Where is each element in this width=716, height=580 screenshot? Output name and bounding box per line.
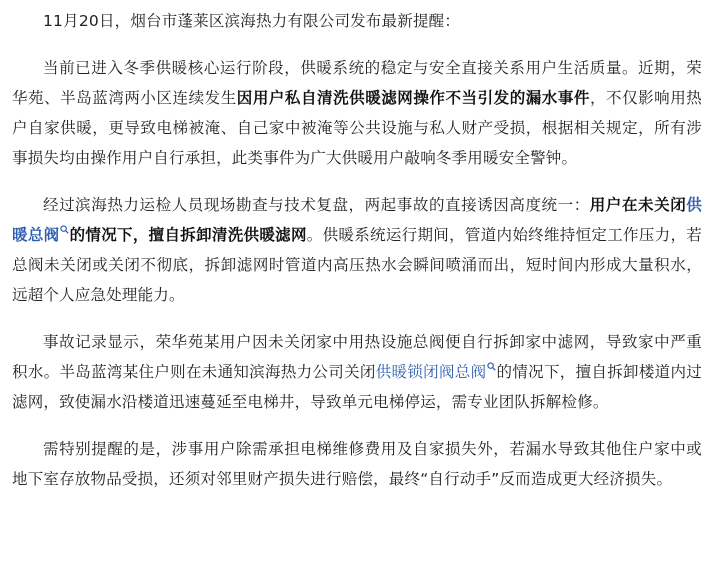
paragraph-text: 的情况下，擅自拆卸楼道内过滤网，致使漏水沿楼道迅速蔓延至电梯井，导致单元电梯停运，需专业团队拆解检修。 bbox=[12, 363, 702, 411]
emphasis-text-part: 的情况下，擅自拆卸清洗供暖滤网 bbox=[69, 226, 307, 244]
link-lock-valve[interactable] bbox=[376, 363, 497, 381]
paragraph-text: 。供暖系统运行期间，管道内始终维持恒定工作压力，若总阀未关闭或关闭不彻底，拆卸滤网时管道内高压热水会瞬间喷涌而出，短时间内形成大量积水，远超个人应急处理能力。 bbox=[12, 226, 702, 304]
cause-paragraph bbox=[12, 190, 702, 310]
link-label: 供暖总阀 bbox=[12, 196, 702, 244]
incident-record-paragraph bbox=[12, 327, 702, 417]
paragraph-text: ，不仅影响用热户自家供暖，更导致电梯被淹、自己家中被淹等公共设施与私人财产受损，根据相关规定，所有涉事损失均由操作用户自行承担，此类事件为广大供暖用户敲响冬季用暖安全警钟。 bbox=[12, 89, 702, 167]
date-intro-paragraph: 11月20日，烟台市蓬莱区滨海热力有限公司发布最新提醒： bbox=[43, 12, 461, 30]
link-label: 供暖锁闭阀总阀 bbox=[375, 363, 487, 381]
paragraph-text: 经过滨海热力运检人员现场勘查与技术复盘，两起事故的直接诱因高度统一： bbox=[43, 196, 590, 214]
emphasis-text: 因用户私自清洗供暖滤网操作不当引发的漏水事件 bbox=[236, 89, 590, 107]
background-paragraph bbox=[12, 53, 702, 173]
paragraph-text: 当前已进入冬季供暖核心运行阶段，供暖系统的稳定与安全直接关系用户生活质量。近期，荣华苑、半岛蓝湾两小区连续发生 bbox=[12, 59, 702, 107]
emphasis-text-part: 用户在未关闭 bbox=[589, 196, 687, 214]
paragraph-text: 事故记录显示，荣华苑某用户因未关闭家中用热设施总阀便自行拆卸家中滤网，导致家中严重积水。半岛蓝湾某住户则在未通知滨海热力公司关闭 bbox=[12, 333, 702, 381]
warning-paragraph: 需特别提醒的是，涉事用户除需承担电梯维修费用及自家损失外，若漏水导致其他住户家中或地下室存放物品受损，还须对邻里财产损失进行赔偿，最终“自行动手”反而造成更大经济损失。 bbox=[12, 440, 702, 488]
